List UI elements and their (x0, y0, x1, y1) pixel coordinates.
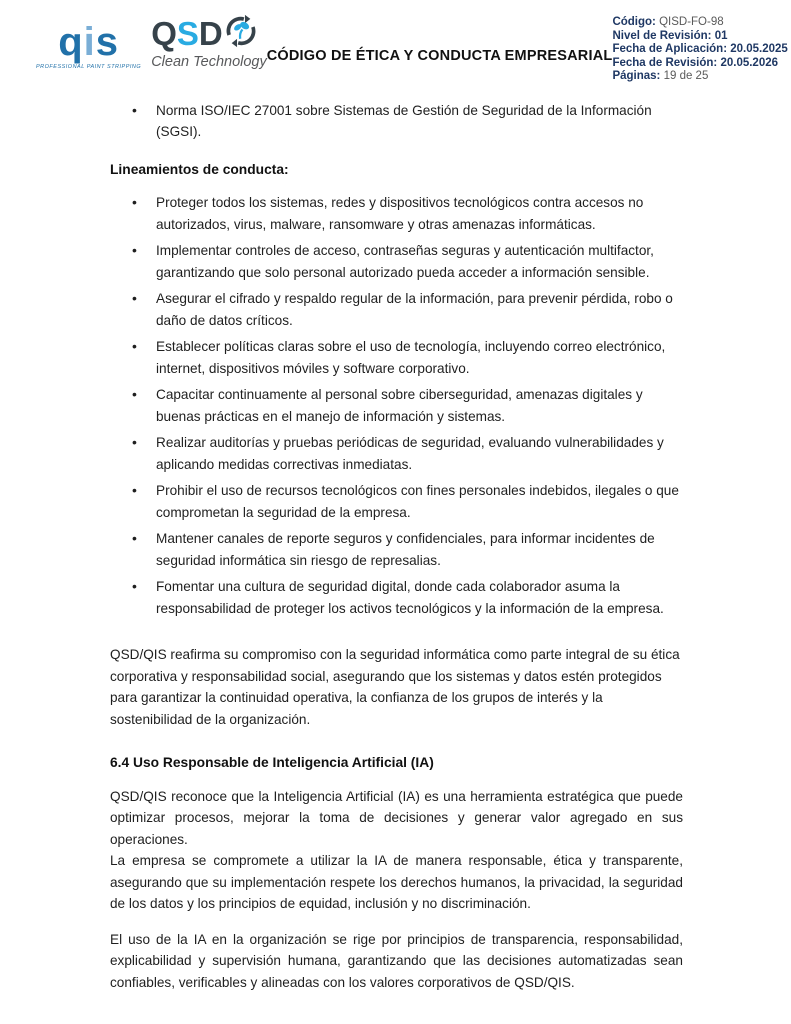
list-item: • Realizar auditorías y pruebas periódicas de seguridad, evaluando vulnerabilidades y aplicando medidas correctivas inmediatas. (110, 432, 683, 475)
meta-row (612, 70, 791, 84)
list-item: • Implementar controles de acceso, contraseñas seguras y autenticación multifactor, garantizando que solo personal autorizado pueda acceder a información sensible. (110, 240, 683, 283)
qsd-letter-s: S (176, 14, 199, 52)
meta-value: 01 (714, 29, 728, 42)
page-header (0, 0, 791, 84)
intro-bullet-list (110, 100, 683, 143)
qis-letter-s: s (95, 20, 119, 64)
meta-label: Código: (612, 16, 656, 28)
recycle-sprout-icon (224, 14, 258, 53)
qsd-logo-tagline: Clean Technology (151, 54, 267, 70)
qis-letter-q: q (58, 20, 84, 64)
meta-label: Nivel de Revisión: (612, 29, 712, 42)
qsd-logo (151, 14, 267, 70)
list-item: • Norma ISO/IEC 27001 sobre Sistemas de Gestión de Seguridad de la Información (SGSI). (110, 100, 683, 143)
meta-label: Fecha de Revisión: (612, 56, 718, 69)
logo-group (36, 14, 267, 70)
paragraph-compromiso: QSD/QIS reafirma su compromiso con la seguridad informática como parte integral de su ética corporativa y responsabilidad social, asegurando que los sistemas y datos estén protegidos para garantizar la continuidad operativa, la confianza de los grupos de interés y la sostenibilidad de la organización. (110, 647, 680, 727)
qis-logo (36, 22, 141, 70)
meta-value: QISD-FO-98 (659, 16, 724, 28)
qis-logo-tagline: PROFESSIONAL PAINT STRIPPING (36, 64, 142, 70)
section-heading-6-4: 6.4 Uso Responsable de Inteligencia Artificial (IA) (110, 755, 434, 771)
qis-logo-text (58, 22, 119, 62)
paragraph-ia-2: La empresa se compromete a utilizar la IA de manera responsable, ética y transparente, asegurando que su implementación respete los derechos humanos, la privacidad, la seguridad de los datos y los principios de equidad, inclusión y no discriminación. (110, 853, 683, 912)
qsd-logo-text (151, 14, 223, 52)
meta-value: 20.05.2025 (730, 43, 788, 56)
list-item: • Proteger todos los sistemas, redes y dispositivos tecnológicos contra accesos no autorizados, virus, malware, ransomware y otras amenazas informáticas. (110, 192, 683, 235)
meta-label: Páginas: (612, 70, 661, 83)
list-item: • Prohibir el uso de recursos tecnológicos con fines personales indebidos, ilegales o que comprometan la seguridad de la empresa. (110, 480, 683, 523)
paragraph-ia-1: QSD/QIS reconoce que la Inteligencia Artificial (IA) es una herramienta estratégica que puede optimizar procesos, mejorar la toma de decisiones y generar valor agregado en sus operaciones. (110, 788, 683, 847)
qsd-letter-d: D (198, 14, 223, 52)
document-title: CÓDIGO DE ÉTICA Y CONDUCTA EMPRESARIAL (266, 48, 613, 64)
meta-value: 20.05.2026 (720, 56, 779, 69)
qis-letter-i: i (83, 20, 96, 64)
list-item: • Mantener canales de reporte seguros y confidenciales, para informar incidentes de seguridad informática sin riesgo de represalias. (110, 528, 683, 571)
qsd-letter-q: Q (151, 14, 177, 52)
document-body (0, 84, 791, 994)
meta-row (612, 16, 791, 30)
list-item: • Fomentar una cultura de seguridad digital, donde cada colaborador asuma la responsabilidad de proteger los activos tecnológicos y la información de la empresa. (110, 576, 683, 619)
meta-row (612, 43, 791, 57)
meta-value: 19 de 25 (663, 70, 709, 83)
list-item: • Establecer políticas claras sobre el uso de tecnología, incluyendo correo electrónico, internet, dispositivos móviles y software corporativo. (110, 336, 683, 379)
meta-row (612, 57, 791, 71)
conducta-bullet-list (110, 192, 683, 619)
meta-row (612, 30, 791, 44)
document-meta-block (612, 14, 791, 84)
lineamientos-heading: Lineamientos de conducta: (110, 161, 289, 177)
list-item: • Asegurar el cifrado y respaldo regular de la información, para prevenir pérdida, robo o daño de datos críticos. (110, 288, 683, 331)
paragraph-ia-3: El uso de la IA en la organización se rige por principios de transparencia, responsabilidad, explicabilidad y supervisión humana, garantizando que las decisiones automatizadas sean confiables, verificables y alineadas con los valores corporativos de QSD/QIS. (110, 931, 683, 990)
list-item: • Capacitar continuamente al personal sobre ciberseguridad, amenazas digitales y buenas prácticas en el manejo de información y sistemas. (110, 384, 683, 427)
meta-label: Fecha de Aplicación: (612, 43, 728, 56)
